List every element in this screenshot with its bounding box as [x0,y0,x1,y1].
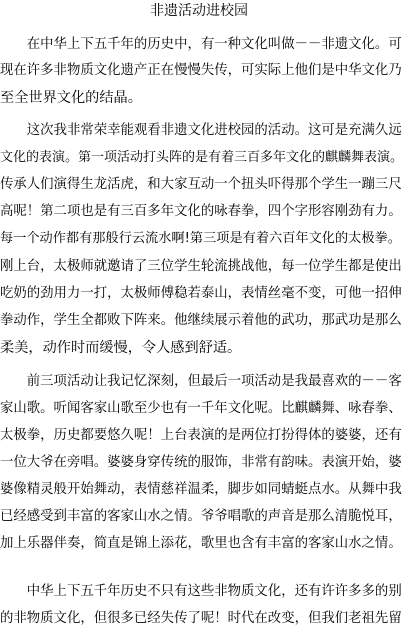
text-line: 传承人们演得生龙活虎，和大家互动一个扭头吓得那个学生一蹦三尺 [0,177,402,192]
text-line: 柔美，动作时而缓慢，令人感到舒适。 [0,340,242,356]
text-line: 每一个动作都有那般行云流水啊!第三项是有着六百年文化的太极拳。 [0,231,401,246]
text-line: 文化的表演。第一项活动打头阵的是有着三百多年文化的麒麟舞表演。 [0,150,404,165]
text-line: 现在许多非物质文化遗产正在慢慢失传，可实际上他们是中华文化乃 [0,63,402,78]
text-line: 拳动作，学生全都败下阵来。他继续展示着他的武功，那武功是那么 [0,313,402,328]
text-line: 刚上台，太极师就邀请了三位学生轮流挑战他，每一位学生都是使出 [0,259,402,274]
text-line: 太极拳，历史都要悠久呢！上台表演的是两位打扮得体的婆婆，还有 [0,428,402,443]
document-title: 非遗活动进校园 [150,3,248,19]
text-line: 在中华上下五千年的历史中，有一种文化叫做－－非遗文化。可 [0,37,402,52]
text-line: 家山歌。听闻客家山歌至少也有一千年文化呢。比麒麟舞、咏春拳、 [0,401,402,416]
text-line: 至全世界文化的结晶。 [0,90,142,106]
text-line: 婆像精灵般开始舞动，表情慈祥温柔，脚步如同蜻蜓点水。从舞中我 [0,482,402,497]
text-line: 吃奶的劲用力一打，太极师傅稳若泰山，表情丝毫不变，可他一招伸 [0,286,402,301]
text-line: 加上乐器伴奏，简直是锦上添花，歌里也含有丰富的客家山水之情。 [0,536,402,551]
text-line: 的非物质文化，但很多已经失传了呢！时代在改变，但我们老祖先留 [0,611,402,626]
text-line: 中华上下五千年历史不只有这些非物质文化，还有许许多多的别 [0,584,402,599]
text-line: 一位大爷在旁唱。婆婆身穿传统的服饰，非常有韵味。表演开始，婆 [0,455,402,470]
text-line: 这次我非常荣幸能观看非遗文化进校园的活动。这可是充满久远 [0,123,402,138]
text-line: 高呢！第二项也是有三百多年文化的咏春拳，四个字形容刚劲有力。 [0,204,402,219]
text-line: 前三项活动让我记忆深刻，但最后一项活动是我最喜欢的－－客 [0,374,402,389]
text-line: 已经感受到丰富的客家山水之情。爷爷唱歌的声音是那么清脆悦耳， [0,509,402,524]
